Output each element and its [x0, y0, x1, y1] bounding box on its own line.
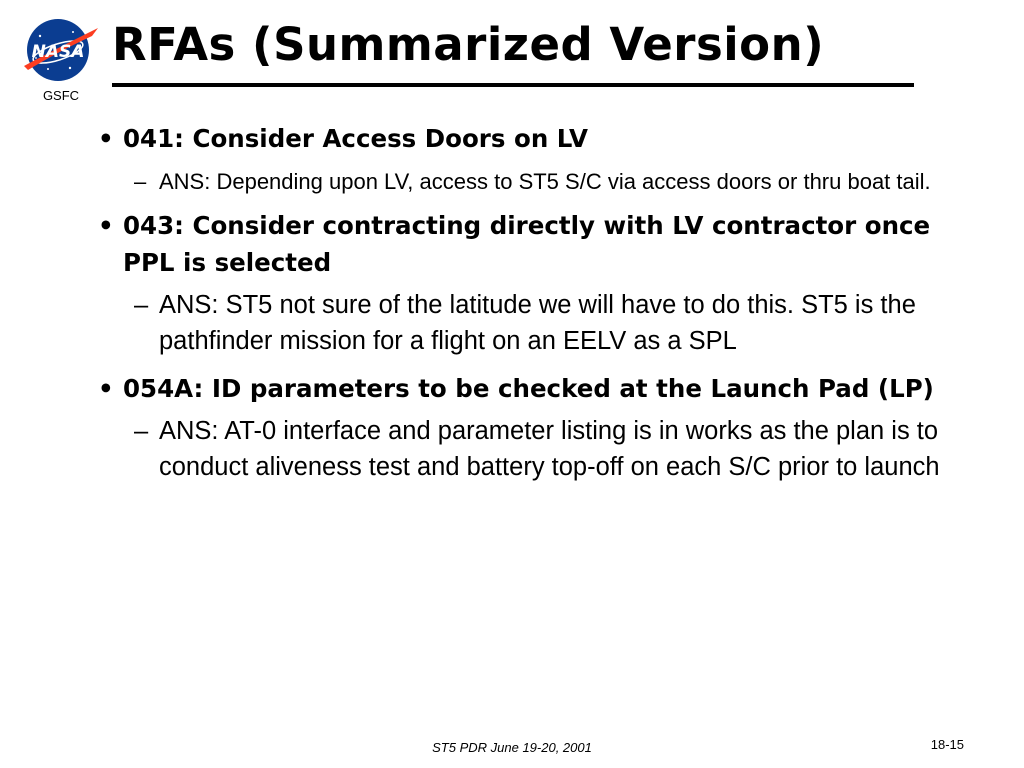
bullet-icon: •	[98, 374, 114, 403]
bullet-icon: •	[98, 211, 114, 240]
bullet-list	[98, 120, 978, 496]
org-label: GSFC	[42, 88, 80, 103]
list-item	[98, 370, 978, 485]
item-answer: ANS: Depending upon LV, access to ST5 S/C via access doors or thru boat tail.	[159, 169, 931, 194]
bullet-icon: •	[98, 124, 114, 153]
item-heading: 041: Consider Access Doors on LV	[123, 124, 588, 153]
dash-icon: –	[134, 291, 149, 319]
page-title: RFAs (Summarized Version)	[112, 18, 825, 71]
item-heading: 043: Consider contracting directly with LV contractor once PPL is selected	[123, 211, 931, 277]
nasa-logo	[18, 14, 104, 104]
page-number: 18-15	[930, 737, 964, 752]
footer-text: ST5 PDR June 19-20, 2001	[432, 740, 592, 755]
nasa-wordmark: NASA	[31, 42, 85, 62]
item-answer: ANS: ST5 not sure of the latitude we will have to do this. ST5 is the pathfinder mission for a flight on an EELV as a SPL	[159, 291, 916, 355]
nasa-meatball-icon	[18, 14, 104, 86]
item-heading: 054A: ID parameters to be checked at the Launch Pad (LP)	[123, 374, 934, 403]
list-item	[98, 207, 978, 359]
list-item	[98, 120, 978, 198]
item-answer: ANS: AT-0 interface and parameter listing is in works as the plan is to conduct aliveness test and battery top-off on each S/C prior to launch	[159, 417, 940, 481]
dash-icon: –	[134, 169, 147, 194]
dash-icon: –	[134, 417, 149, 445]
title-underline	[112, 83, 914, 87]
